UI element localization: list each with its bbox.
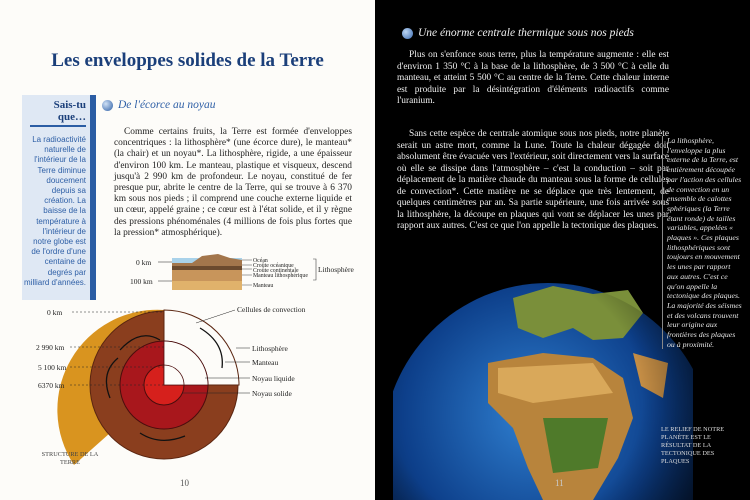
body-paragraph-2: Sans cette espèce de centrale atomique sous nos pieds, notre planète serait un astre mort, comme la Lune. Toute la chaleur dégagée doit absolument être évacuée vers l'extérieur, soit directement vers la surface où elle se dissipe dans l'atmosphère – c'est la conduction – soit par déplacement de la matière chaude du manteau sous la forme de cellules de convection*. Cette matière ne se déplace que très lentement, de quelques centimètres par an. Sa partie supérieure, une fois arrivée sous la lithosphère, la découpe en plaques qui vont se déplacer les unes par rapport aux autres. C'est ce que l'on appelle la tectonique des plaques.: [397, 129, 669, 231]
inset-label-oceanic-crust: Croûte océanique: [253, 263, 294, 269]
label-lithosphere: Lithosphère: [252, 344, 288, 353]
depth-label-6370: 6370 km: [38, 381, 65, 390]
page-number-right: 11: [555, 478, 564, 488]
did-you-know-text: La radioactivité naturelle de l'intérieur de la Terre diminue doucement depuis sa création. La baisse de la température à l'intérieur de notre globe est de l'ordre d'une centaine de degrés par milliard d'années.: [24, 135, 87, 287]
inset-label-continental-crust: Croûte continentale: [253, 268, 299, 274]
inset-label-lithospheric-mantle: Manteau lithosphérique: [253, 273, 308, 279]
earth-cross-section: [57, 310, 239, 465]
inset-lithospheric-mantle: [172, 270, 242, 281]
section-heading-left: [102, 99, 216, 111]
label-liquid-core: Noyau liquide: [252, 374, 295, 383]
label-solid-core: Noyau solide: [252, 389, 292, 398]
globe-bullet-icon: [402, 28, 413, 39]
did-you-know-rule: [30, 125, 86, 127]
depth-label-5100: 5 100 km: [38, 363, 67, 372]
side-note: La lithosphère, l'enveloppe la plus externe de la Terre, est entièrement découpée par l'action des cellules de convection en un ensemble de calottes sphériques (la Terre étant ronde) de tailles variables, appelées « plaques ». Ces plaques lithosphériques sont toujours en mouvement les unes par rapport aux autres. C'est ce qu'on appelle la tectonique des plaques. La majorité des séismes et des volcans trouvent leur origine aux frontières des plaques ou à proximité.: [662, 136, 743, 349]
inset-label-ocean: Océan: [253, 258, 268, 264]
section-heading-left-text: De l'écorce au noyau: [118, 99, 216, 111]
depth-label-0: 0 km: [47, 308, 63, 317]
inset-oceanic-crust: [172, 266, 242, 270]
section-heading-right: [402, 27, 634, 39]
body-paragraph-1: Plus on s'enfonce sous terre, plus la température augmente : elle est d'environ 1 350 °C à la base de la lithosphère, de 3 500 °C à celle du manteau, et atteint 5 500 °C au centre de la Terre. Cette chaleur interne est produite par la désintégration d'éléments radioactifs comme l'uranium.: [397, 50, 669, 106]
section-heading-right-text: Une énorme centrale thermique sous nos pieds: [418, 27, 634, 39]
globe-bullet-icon: [102, 100, 113, 111]
did-you-know-box: [22, 95, 96, 300]
inset-depth-0-label: 0 km: [136, 258, 152, 267]
figure-caption-right: LE RELIEF DE NOTRE PLANÈTE EST LE RÉSULTAT DE LA TECTONIQUE DES PLAQUES: [661, 426, 725, 465]
inset-label-mantle: Manteau: [253, 283, 274, 289]
page-title: Les enveloppes solides de la Terre: [51, 50, 324, 71]
label-mantle: Manteau: [252, 358, 279, 367]
did-you-know-heading: Sais-tu que…: [53, 99, 86, 123]
earth-structure-diagram: [0, 288, 375, 468]
inset-depth-100-label: 100 km: [130, 277, 153, 286]
depth-label-2990: 2 990 km: [36, 343, 65, 352]
page-number-left: 10: [180, 478, 189, 488]
inset-lithosphere-bracket-label: Lithosphère: [318, 265, 354, 274]
label-convection-cells: Cellules de convection: [237, 305, 306, 314]
earth-globe-image: [393, 268, 693, 500]
figure-caption-left: STRUCTURE DE LA TERRE: [41, 451, 99, 466]
right-page: [375, 0, 750, 500]
body-text-left: Comme certains fruits, la Terre est formée d'enveloppes concentriques : la lithosphère* (une écorce dure), le manteau* (la chair) et un noyau*. La lithosphère, rigide, a une épaisseur d'environ 100 km. Le manteau, plastique et visqueux, descend jusqu'à 2 990 km de profondeur. Le noyau, constitué de fer presque pur, abrite le centre de la Terre, qui se trouve à 6 370 km sous nos pieds ; il comprend une couche externe liquide et un cœur, appelé graine ; ce cœur est à l'état solide, et il y règne des pressions phénoménales (4 millions de fois plus fortes que la pression* atmosphérique).: [114, 127, 352, 238]
